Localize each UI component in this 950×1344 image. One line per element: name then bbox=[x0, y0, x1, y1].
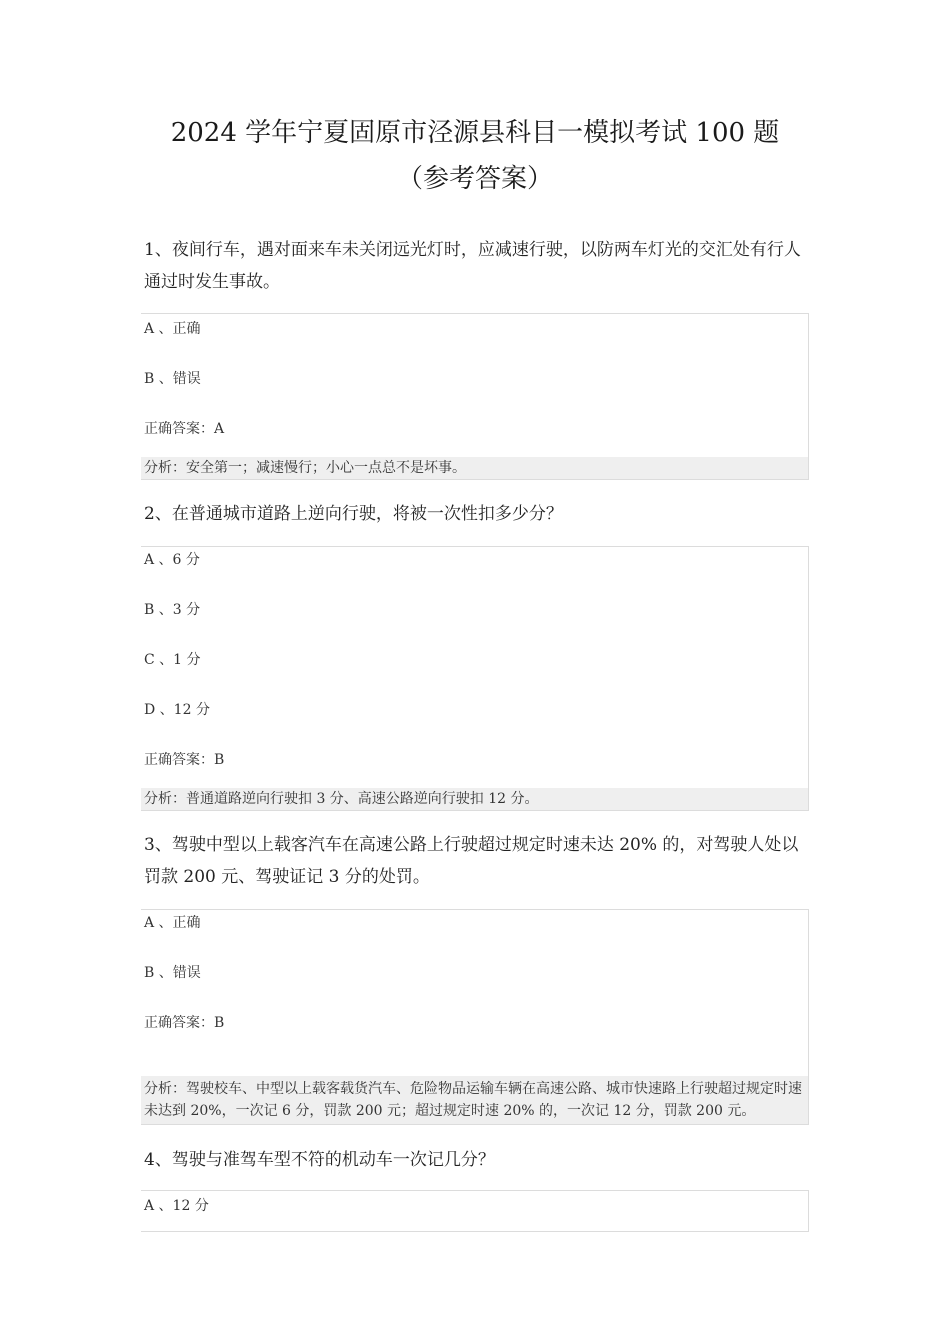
question-2-text: 2、在普通城市道路上逆向行驶，将被一次性扣多少分？ bbox=[144, 504, 563, 524]
question-1-answer: 正确答案：A bbox=[144, 421, 225, 437]
question-2-analysis: 分析：普通道路逆向行驶扣 3 分、高速公路逆向行驶扣 12 分。 bbox=[141, 788, 808, 810]
page-title: 2024 学年宁夏固原市泾源县科目一模拟考试 100 题 bbox=[170, 118, 780, 148]
question-3-text: 3、驾驶中型以上载客汽车在高速公路上行驶超过规定时速未达 20% 的，对驾驶人处以罚款 200 元、驾驶证记 3 分的处罚。 bbox=[144, 835, 799, 887]
question-2-block bbox=[141, 546, 809, 811]
question-1-analysis: 分析：安全第一；减速慢行；小心一点总不是坏事。 bbox=[141, 457, 808, 479]
question-2-option-a: A 、6 分 bbox=[144, 552, 200, 568]
question-2-option-b: B 、3 分 bbox=[144, 602, 201, 618]
question-1-text: 1、夜间行车，遇对面来车未关闭远光灯时，应减速行驶，以防两车灯光的交汇处有行人通过时发生事故。 bbox=[144, 240, 801, 292]
question-4-block bbox=[141, 1190, 809, 1232]
question-3-answer: 正确答案：B bbox=[144, 1015, 225, 1031]
question-1-block bbox=[141, 313, 809, 480]
question-4-text: 4、驾驶与准驾车型不符的机动车一次记几分？ bbox=[144, 1150, 495, 1170]
question-2-answer: 正确答案：B bbox=[144, 752, 225, 768]
question-3-block bbox=[141, 909, 809, 1125]
question-1-option-a: A 、正确 bbox=[144, 321, 201, 337]
question-3-analysis: 分析：驾驶校车、中型以上载客载货汽车、危险物品运输车辆在高速公路、城市快速路上行驶超过规定时速未达到 20%，一次记 6 分，罚款 200 元；超过规定时速 20% 的，一次记 12 分，罚款 200 元。 bbox=[141, 1076, 808, 1124]
question-2-option-d: D 、12 分 bbox=[144, 702, 210, 718]
question-1-option-b: B 、错误 bbox=[144, 371, 201, 387]
question-3-option-b: B 、错误 bbox=[144, 965, 201, 981]
question-3-option-a: A 、正确 bbox=[144, 915, 201, 931]
page-subtitle: （参考答案） bbox=[396, 164, 553, 194]
question-4-option-a: A 、12 分 bbox=[144, 1198, 209, 1214]
question-2-option-c: C 、1 分 bbox=[144, 652, 201, 668]
